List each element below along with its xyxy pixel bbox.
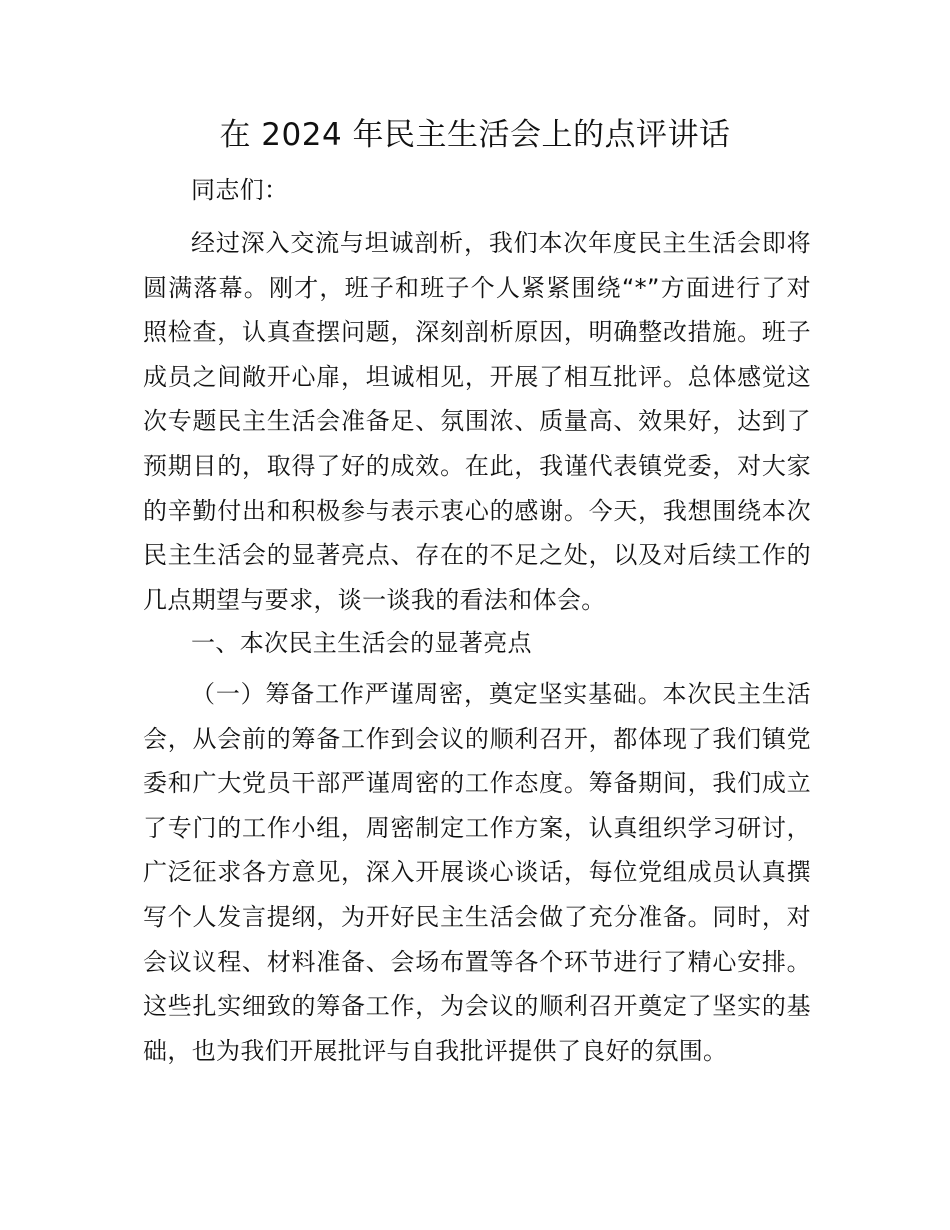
paragraph-preparation: （一）筹备工作严谨周密，奠定坚实基础。本次民主生活会，从会前的筹备工作到会议的顺利召开，都体现了我们镇党委和广大党员干部严谨周密的工作态度。筹备期间，我们成立了专门的工作小组，周密制定工作方案，认真组织学习研讨，广泛征求各方意见，深入开展谈心谈话，每位党组成员认真撰写个人发言提纲，为开好民主生活会做了充分准备。同时，对会议议程、材料准备、会场布置等各个环节进行了精心安排。这些扎实细致的筹备工作，为会议的顺利召开奠定了坚实的基础，也为我们开展批评与自我批评提供了良好的氛围。 <box>143 680 811 1065</box>
document-title: 在 2024 年民主生活会上的点评讲话 <box>219 117 731 153</box>
salutation: 同志们： <box>191 176 289 204</box>
paragraph-intro: 经过深入交流与坦诚剖析，我们本次年度民主生活会即将圆满落幕。刚才，班子和班子个人紧紧围绕“*”方面进行了对照检查，认真查摆问题，深刻剖析原因，明确整改措施。班子成员之间敞开心扉，坦诚相见，开展了相互批评。总体感觉这次专题民主生活会准备足、氛围浓、质量高、效果好，达到了预期目的，取得了好的成效。在此，我谨代表镇党委，对大家的辛勤付出和积极参与表示衷心的感谢。今天，我想围绕本次民主生活会的显著亮点、存在的不足之处，以及对后续工作的几点期望与要求，谈一谈我的看法和体会。 <box>143 229 811 614</box>
section-heading-1: 一、本次民主生活会的显著亮点 <box>191 629 532 657</box>
